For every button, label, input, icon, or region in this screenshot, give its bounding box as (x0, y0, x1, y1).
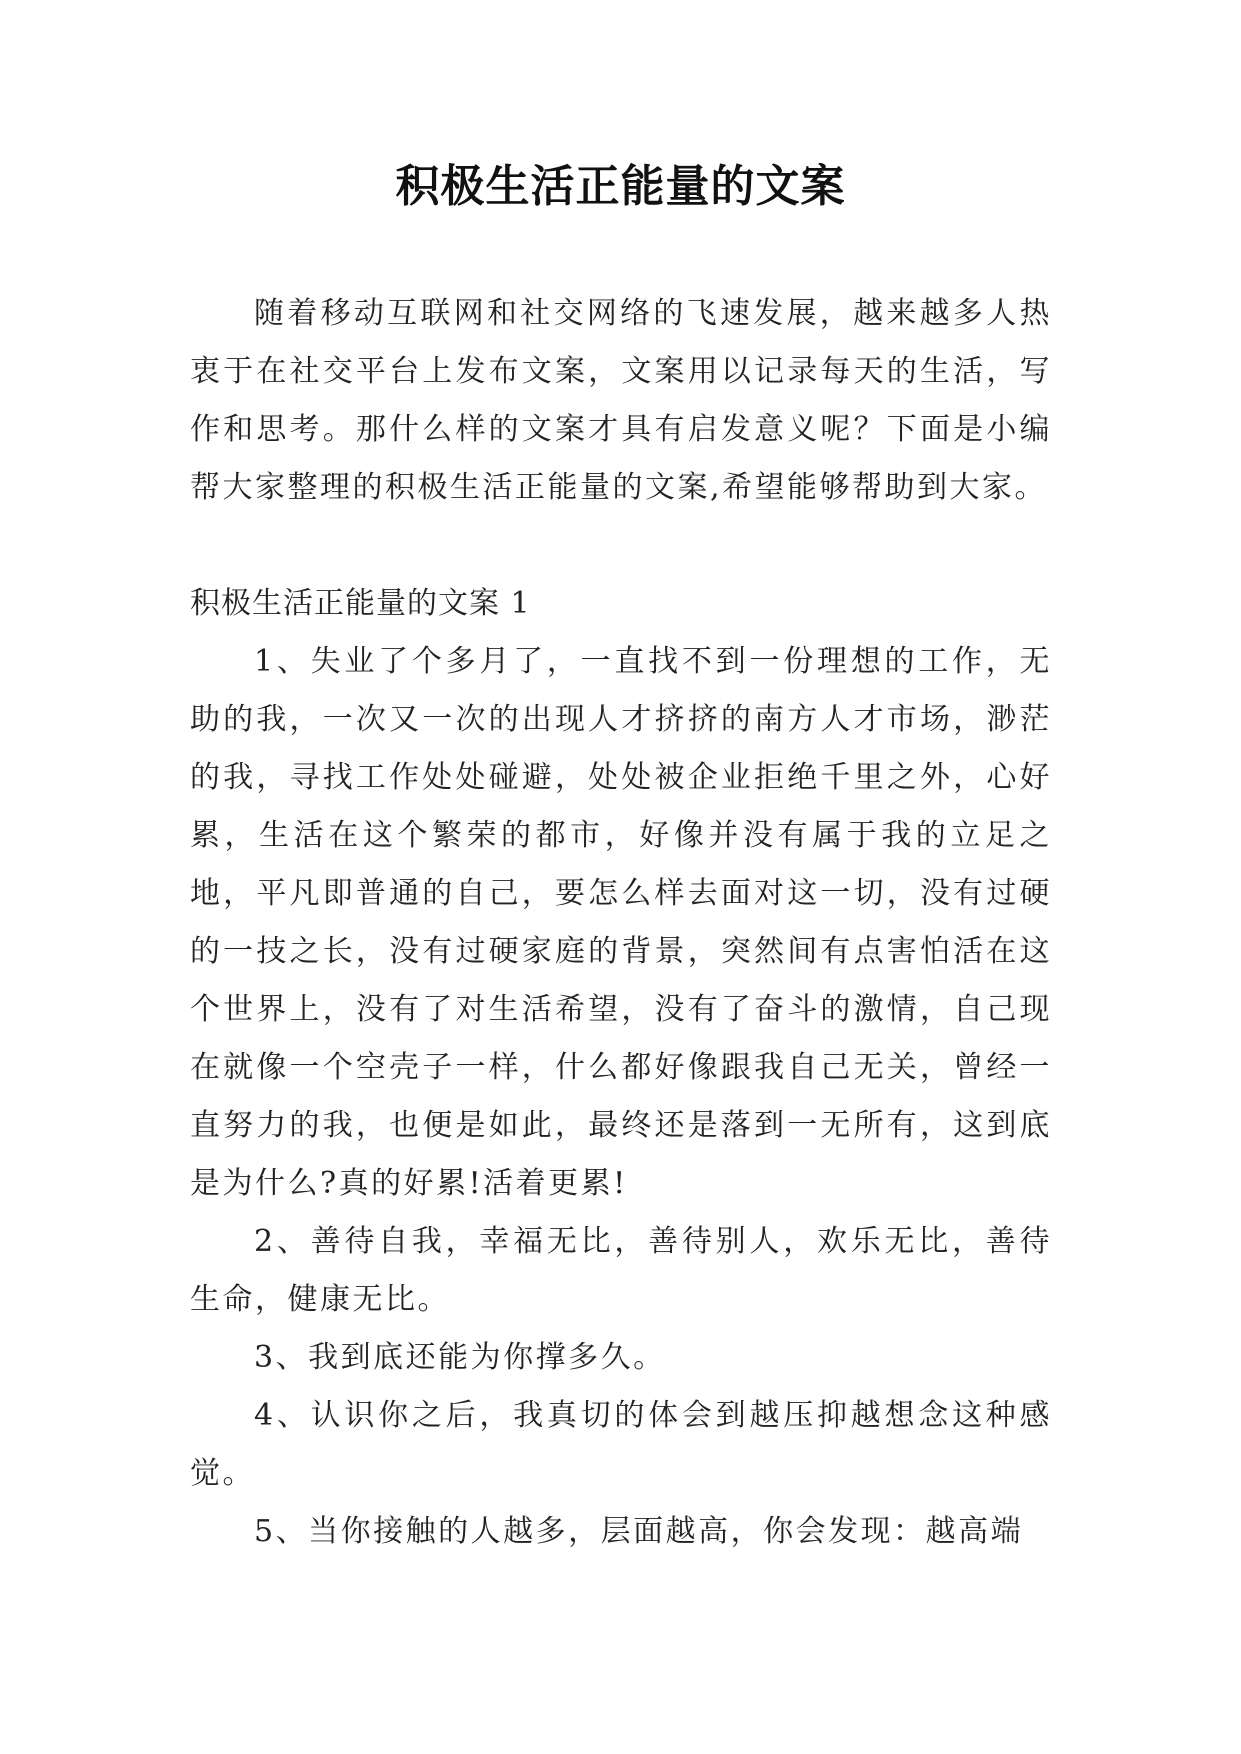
list-item: 4、认识你之后，我真切的体会到越压抑越想念这种感觉。 (190, 1398, 1052, 1491)
list-item: 3、我到底还能为你撑多久。 (254, 1340, 666, 1375)
list-item: 2、善待自我，幸福无比，善待别人，欢乐无比，善待生命，健康无比。 (190, 1224, 1052, 1317)
list-item: 1、失业了个多月了，一直找不到一份理想的工作，无助的我，一次又一次的出现人才挤挤的南方人才市场，渺茫的我，寻找工作处处碰避，处处被企业拒绝千里之外，心好累，生活在这个繁荣的都市，好像并没有属于我的立足之地，平凡即普通的自己，要怎么样去面对这一切，没有过硬的一技之长，没有过硬家庭的背景，突然间有点害怕活在这个世界上，没有了对生活希望，没有了奋斗的激情，自己现在就像一个空壳子一样，什么都好像跟我自己无关，曾经一直努力的我，也便是如此，最终还是落到一无所有，这到底是为什么?真的好累!活着更累! (190, 644, 1052, 1201)
document-title: 积极生活正能量的文案 (395, 161, 846, 212)
section-heading: 积极生活正能量的文案 1 (190, 586, 531, 621)
list-item: 5、当你接触的人越多，层面越高，你会发现：越高端 (254, 1514, 1024, 1549)
intro-paragraph: 随着移动互联网和社交网络的飞速发展，越来越多人热衷于在社交平台上发布文案，文案用以记录每天的生活，写作和思考。那什么样的文案才具有启发意义呢？下面是小编帮大家整理的积极生活正能量的文案,希望能够帮助到大家。 (190, 296, 1052, 505)
document-body (190, 285, 1052, 1561)
